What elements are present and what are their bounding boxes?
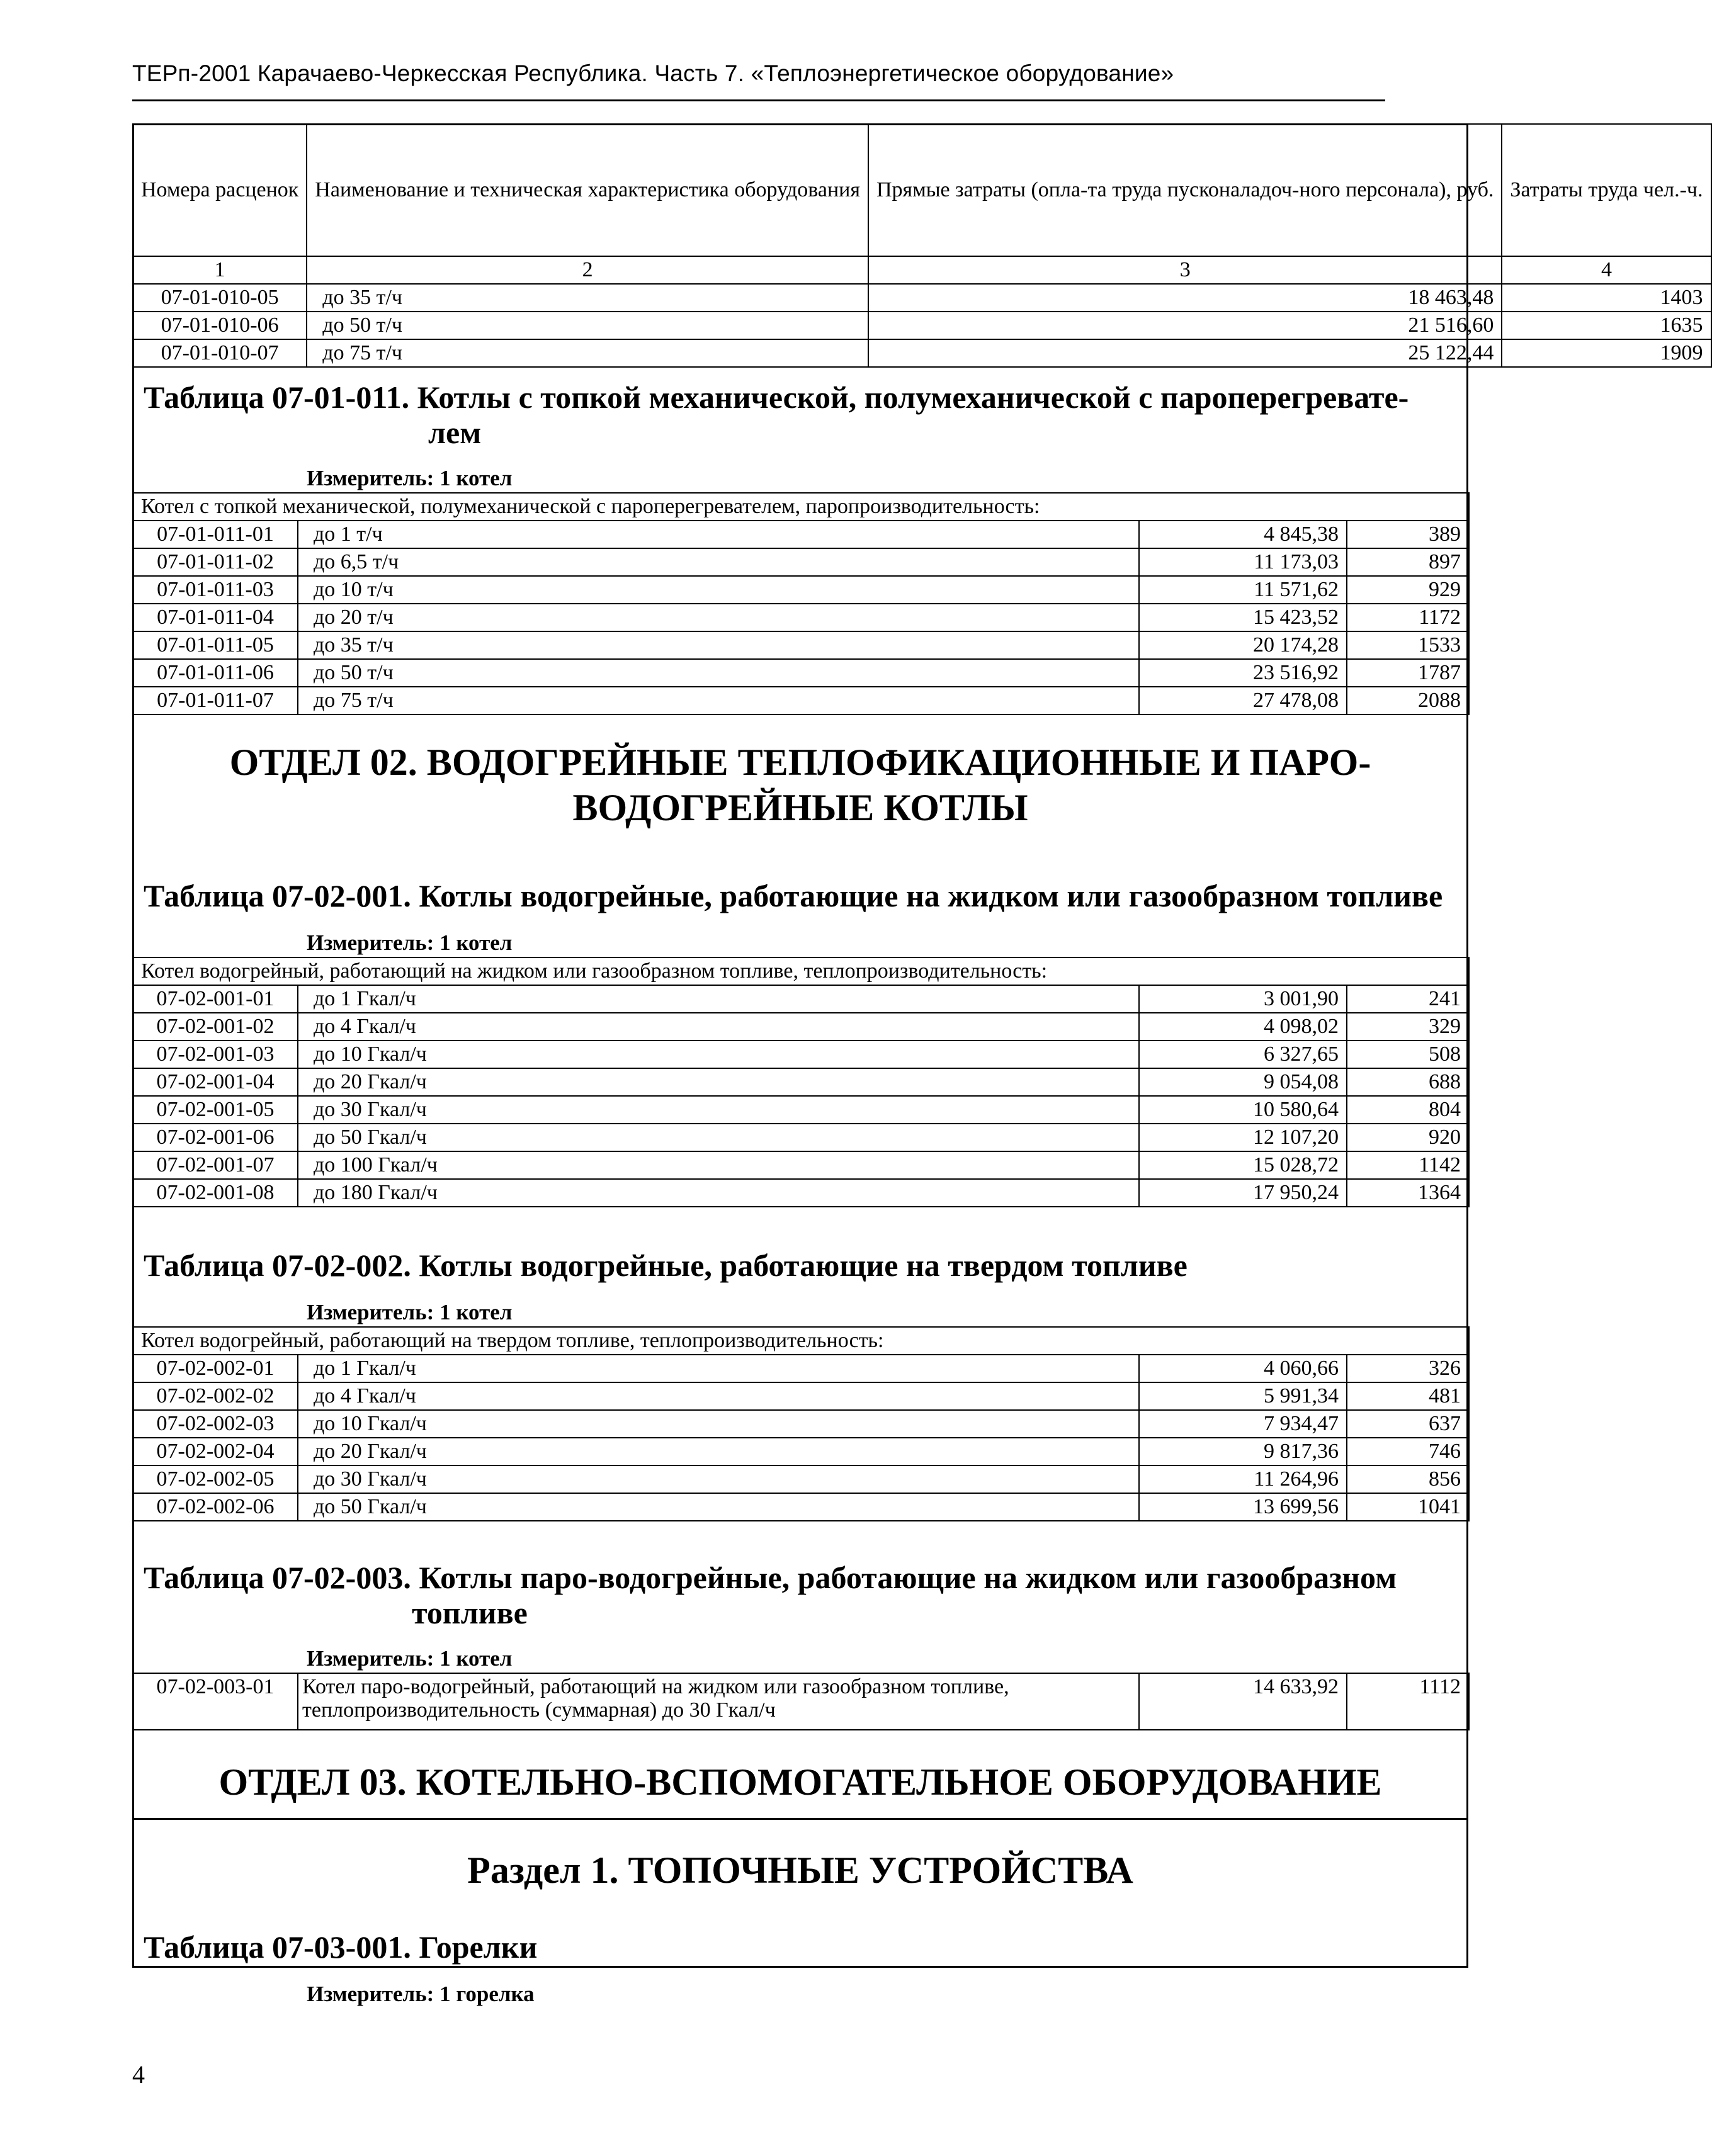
- column-index: 2: [307, 256, 868, 284]
- direct-cost: 7 934,47: [1139, 1410, 1347, 1438]
- table-row: [133, 1041, 1469, 1068]
- table-measure: Измеритель: 1 котел: [307, 1646, 513, 1671]
- table-row: [133, 1382, 1469, 1410]
- table-row: [133, 548, 1469, 576]
- rate-name: до 1 т/ч: [298, 521, 1139, 548]
- labor-cost: 1112: [1347, 1673, 1469, 1730]
- table-row: [133, 1124, 1469, 1151]
- table-row: [133, 604, 1469, 631]
- rate-code: 07-01-011-07: [133, 687, 298, 714]
- table-row: [133, 659, 1469, 687]
- table-title: [144, 1560, 1397, 1630]
- labor-cost: 688: [1347, 1068, 1469, 1096]
- table-row: [133, 284, 1711, 312]
- labor-cost: 856: [1347, 1465, 1469, 1493]
- table-row: [133, 1410, 1469, 1438]
- rate-name: до 50 Гкал/ч: [298, 1493, 1139, 1521]
- rate-name: до 4 Гкал/ч: [298, 1382, 1139, 1410]
- labor-cost: 804: [1347, 1096, 1469, 1124]
- labor-cost: 746: [1347, 1438, 1469, 1465]
- rate-code: 07-02-001-04: [133, 1068, 298, 1096]
- rate-name: до 30 Гкал/ч: [298, 1096, 1139, 1124]
- table-row: [133, 1465, 1469, 1493]
- labor-cost: 1909: [1502, 339, 1711, 367]
- direct-cost: 21 516,60: [868, 312, 1502, 339]
- rate-code: 07-01-011-05: [133, 631, 298, 659]
- page-number: 4: [132, 2060, 145, 2089]
- table-title: Таблица 07-02-002. Котлы водогрейные, работающие на твердом топливе: [144, 1248, 1188, 1283]
- rate-code: 07-01-011-03: [133, 576, 298, 604]
- direct-cost: 11 264,96: [1139, 1465, 1347, 1493]
- direct-cost: 3 001,90: [1139, 985, 1347, 1013]
- labor-cost: 1041: [1347, 1493, 1469, 1521]
- section-heading-line: ВОДОГРЕЙНЫЕ КОТЛЫ: [572, 787, 1028, 828]
- column-index: 4: [1502, 256, 1711, 284]
- rate-code: 07-02-001-02: [133, 1013, 298, 1041]
- rate-name: до 10 т/ч: [298, 576, 1139, 604]
- table-row: [133, 687, 1469, 714]
- table-title: Таблица 07-03-001. Горелки: [144, 1929, 538, 1965]
- column-header-code: Номера расценок: [133, 124, 307, 256]
- direct-cost: 20 174,28: [1139, 631, 1347, 659]
- rate-name: до 75 т/ч: [298, 687, 1139, 714]
- rate-name: до 20 т/ч: [298, 604, 1139, 631]
- table-measure: Измеритель: 1 горелка: [307, 1982, 535, 2006]
- table-row: [133, 1151, 1469, 1179]
- direct-cost: 4 845,38: [1139, 521, 1347, 548]
- table-title-line: Таблица 07-01-011. Котлы с топкой механической, полумеханической с пароперегревате-: [144, 380, 1409, 415]
- rate-code: 07-02-002-06: [133, 1493, 298, 1521]
- direct-cost: 18 463,48: [868, 284, 1502, 312]
- rate-name: до 50 т/ч: [298, 659, 1139, 687]
- header-rule: [132, 99, 1385, 101]
- table-measure: Измеритель: 1 котел: [307, 466, 513, 490]
- labor-cost: 1787: [1347, 659, 1469, 687]
- rate-code: 07-01-010-05: [133, 284, 307, 312]
- table-row: [133, 1355, 1469, 1382]
- column-header-labor: Затраты труда чел.-ч.: [1502, 124, 1711, 256]
- table-row: [133, 1493, 1469, 1521]
- rate-code: 07-01-011-04: [133, 604, 298, 631]
- rate-code: 07-02-001-05: [133, 1096, 298, 1124]
- rate-code: 07-01-010-07: [133, 339, 307, 367]
- direct-cost: 4 060,66: [1139, 1355, 1347, 1382]
- table-title-line: лем: [428, 415, 482, 450]
- labor-cost: 637: [1347, 1410, 1469, 1438]
- direct-cost: 9 817,36: [1139, 1438, 1347, 1465]
- rate-code: 07-02-001-07: [133, 1151, 298, 1179]
- table-group-caption: Котел с топкой механической, полумеханической с пароперегревателем, паропроизводительность:: [133, 493, 1469, 521]
- rate-code: 07-02-001-03: [133, 1041, 298, 1068]
- direct-cost: 14 633,92: [1139, 1673, 1347, 1730]
- rate-name: до 10 Гкал/ч: [298, 1041, 1139, 1068]
- rate-name: до 1 Гкал/ч: [298, 1355, 1139, 1382]
- labor-cost: 1142: [1347, 1151, 1469, 1179]
- table-group-caption: Котел водогрейный, работающий на жидком или газообразном топливе, теплопроизводительность:: [133, 957, 1469, 985]
- direct-cost: 23 516,92: [1139, 659, 1347, 687]
- rate-name: до 10 Гкал/ч: [298, 1410, 1139, 1438]
- direct-cost: 5 991,34: [1139, 1382, 1347, 1410]
- rate-code: 07-02-001-01: [133, 985, 298, 1013]
- direct-cost: 17 950,24: [1139, 1179, 1347, 1207]
- rate-code: 07-02-002-01: [133, 1355, 298, 1382]
- rate-name: до 180 Гкал/ч: [298, 1179, 1139, 1207]
- table-title: [144, 380, 1409, 450]
- direct-cost: 12 107,20: [1139, 1124, 1347, 1151]
- section-heading-line: ОТДЕЛ 02. ВОДОГРЕЙНЫЕ ТЕПЛОФИКАЦИОННЫЕ И ПАРО-: [229, 742, 1371, 783]
- table-row: [133, 1068, 1469, 1096]
- labor-cost: 897: [1347, 548, 1469, 576]
- rate-code: 07-02-002-05: [133, 1465, 298, 1493]
- labor-cost: 241: [1347, 985, 1469, 1013]
- labor-cost: 929: [1347, 576, 1469, 604]
- direct-cost: 11 173,03: [1139, 548, 1347, 576]
- table-measure: Измеритель: 1 котел: [307, 930, 513, 955]
- labor-cost: 481: [1347, 1382, 1469, 1410]
- labor-cost: 1403: [1502, 284, 1711, 312]
- labor-cost: 508: [1347, 1041, 1469, 1068]
- rate-name: до 4 Гкал/ч: [298, 1013, 1139, 1041]
- rate-name: до 1 Гкал/ч: [298, 985, 1139, 1013]
- rate-code: 07-02-003-01: [133, 1673, 298, 1730]
- table-title: Таблица 07-02-001. Котлы водогрейные, работающие на жидком или газообразном топливе: [144, 878, 1443, 913]
- rate-code: 07-01-011-02: [133, 548, 298, 576]
- table-row: [133, 1013, 1469, 1041]
- rate-name: до 35 т/ч: [307, 284, 868, 312]
- rate-name: до 75 т/ч: [307, 339, 868, 367]
- rate-name: до 50 т/ч: [307, 312, 868, 339]
- direct-cost: 15 423,52: [1139, 604, 1347, 631]
- labor-cost: 1533: [1347, 631, 1469, 659]
- section-heading: ОТДЕЛ 03. КОТЕЛЬНО-ВСПОМОГАТЕЛЬНОЕ ОБОРУДОВАНИЕ: [218, 1761, 1382, 1803]
- labor-cost: 329: [1347, 1013, 1469, 1041]
- price-table: [132, 1673, 1470, 1730]
- table-row: [133, 1673, 1469, 1730]
- rate-name: до 6,5 т/ч: [298, 548, 1139, 576]
- direct-cost: 10 580,64: [1139, 1096, 1347, 1124]
- column-index: 3: [868, 256, 1502, 284]
- table-row: [133, 631, 1469, 659]
- section-rule: [132, 1818, 1468, 1820]
- rate-name: до 35 т/ч: [298, 631, 1139, 659]
- rate-code: 07-02-002-04: [133, 1438, 298, 1465]
- price-table-top: [132, 123, 1712, 368]
- labor-cost: 920: [1347, 1124, 1469, 1151]
- rate-name: до 100 Гкал/ч: [298, 1151, 1139, 1179]
- table-row: [133, 1096, 1469, 1124]
- price-table: [132, 1326, 1470, 1521]
- labor-cost: 2088: [1347, 687, 1469, 714]
- rate-name: до 50 Гкал/ч: [298, 1124, 1139, 1151]
- rate-name: до 20 Гкал/ч: [298, 1438, 1139, 1465]
- rate-code: 07-01-011-06: [133, 659, 298, 687]
- section-heading: [132, 740, 1468, 830]
- labor-cost: 389: [1347, 521, 1469, 548]
- running-header: ТЕРп-2001 Карачаево-Черкесская Республика. Часть 7. «Теплоэнергетическое оборудование»: [132, 60, 1174, 86]
- direct-cost: 25 122,44: [868, 339, 1502, 367]
- rate-code: 07-02-002-02: [133, 1382, 298, 1410]
- labor-cost: 1635: [1502, 312, 1711, 339]
- labor-cost: 1172: [1347, 604, 1469, 631]
- direct-cost: 6 327,65: [1139, 1041, 1347, 1068]
- table-row: [133, 576, 1469, 604]
- direct-cost: 4 098,02: [1139, 1013, 1347, 1041]
- price-table: [132, 492, 1470, 715]
- table-row: [133, 985, 1469, 1013]
- rate-code: 07-01-010-06: [133, 312, 307, 339]
- direct-cost: 11 571,62: [1139, 576, 1347, 604]
- table-title-line: топливе: [412, 1595, 528, 1630]
- rate-code: 07-01-011-01: [133, 521, 298, 548]
- rate-code: 07-02-001-06: [133, 1124, 298, 1151]
- subsection-heading: Раздел 1. ТОПОЧНЫЕ УСТРОЙСТВА: [467, 1849, 1133, 1891]
- price-table: [132, 957, 1470, 1207]
- table-measure: Измеритель: 1 котел: [307, 1300, 513, 1324]
- direct-cost: 9 054,08: [1139, 1068, 1347, 1096]
- table-row: [133, 339, 1711, 367]
- table-row: [133, 312, 1711, 339]
- rate-code: 07-02-002-03: [133, 1410, 298, 1438]
- table-group-caption: Котел водогрейный, работающий на твердом топливе, теплопроизводительность:: [133, 1327, 1469, 1355]
- rate-name: до 30 Гкал/ч: [298, 1465, 1139, 1493]
- rate-name-line: Котел паро-водогрейный, работающий на жидком или газообразном топливе,: [302, 1675, 1009, 1698]
- labor-cost: 326: [1347, 1355, 1469, 1382]
- rate-name-line: теплопроизводительность (суммарная) до 30 Гкал/ч: [302, 1698, 776, 1722]
- rate-name: до 20 Гкал/ч: [298, 1068, 1139, 1096]
- direct-cost: 27 478,08: [1139, 687, 1347, 714]
- column-index: 1: [133, 256, 307, 284]
- column-header-cost: Прямые затраты (опла-та труда пусконаладоч-ного персонала), руб.: [868, 124, 1502, 256]
- table-row: [133, 1179, 1469, 1207]
- labor-cost: 1364: [1347, 1179, 1469, 1207]
- rate-name: [298, 1673, 1139, 1730]
- direct-cost: 13 699,56: [1139, 1493, 1347, 1521]
- rate-code: 07-02-001-08: [133, 1179, 298, 1207]
- column-header-name: Наименование и техническая характеристика оборудования: [307, 124, 868, 256]
- direct-cost: 15 028,72: [1139, 1151, 1347, 1179]
- table-title-line: Таблица 07-02-003. Котлы паро-водогрейные, работающие на жидком или газообразном: [144, 1560, 1397, 1595]
- table-row: [133, 1438, 1469, 1465]
- table-row: [133, 521, 1469, 548]
